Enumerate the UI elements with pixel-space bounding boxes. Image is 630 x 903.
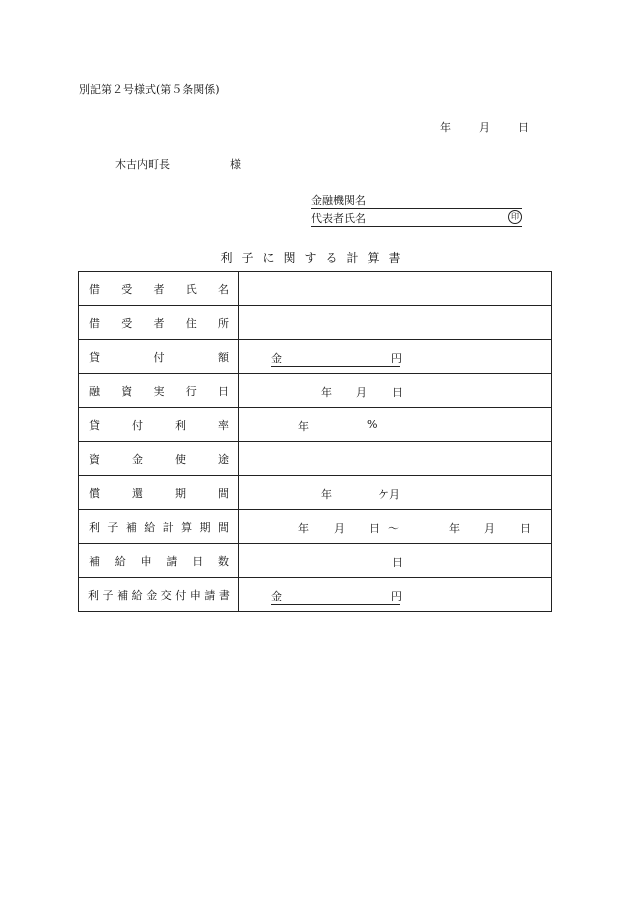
cell-text: 円 xyxy=(391,352,402,365)
cell-text: 者 xyxy=(153,282,165,296)
cell-text: 実 xyxy=(153,384,165,398)
cell-text: 書 xyxy=(218,588,230,602)
cell-text: 日 xyxy=(218,384,229,398)
cell-text: 付 xyxy=(175,588,187,602)
row-label xyxy=(79,374,239,408)
cell-text: 額 xyxy=(218,350,229,364)
cell-text: 金 xyxy=(271,352,282,365)
cell-text: 期 xyxy=(199,520,211,534)
subsidy-amount-cell[interactable] xyxy=(239,578,552,612)
row-label xyxy=(79,442,239,476)
cell-text: 月 xyxy=(484,522,495,535)
cell-text: 途 xyxy=(218,452,229,466)
cell-text: 率 xyxy=(218,418,229,432)
cell-text: ～ xyxy=(388,522,399,535)
cell-text: 年 xyxy=(298,420,309,433)
cell-text: 子 xyxy=(102,588,114,602)
application-days-cell[interactable] xyxy=(239,544,552,578)
cell-text: 償 xyxy=(89,486,100,500)
cell-text: 利 xyxy=(89,520,100,534)
table-row xyxy=(79,306,552,340)
cell-text: 所 xyxy=(218,316,229,330)
cell-text: 借 xyxy=(89,282,100,296)
cell-text: 間 xyxy=(218,486,229,500)
addressee-name: 木古内町長 xyxy=(115,158,170,171)
cell-text: 間 xyxy=(217,520,229,534)
table-row xyxy=(79,408,552,442)
cell-text: 使 xyxy=(175,452,186,466)
cell-text: 付 xyxy=(132,418,143,432)
cell-text: 年 xyxy=(298,522,309,535)
cell-text: 日 xyxy=(520,522,531,535)
date-year-label: 年 xyxy=(440,121,451,134)
interest-calculation-table xyxy=(78,271,552,612)
representative-name-label: 代表者氏名 xyxy=(311,212,366,225)
cell-text: 行 xyxy=(185,384,197,398)
table-row xyxy=(79,510,552,544)
cell-text: 年 xyxy=(321,488,332,501)
subsidy-amount-line xyxy=(271,588,400,605)
table-row xyxy=(79,476,552,510)
cell-text: 円 xyxy=(391,590,402,603)
cell-text: 融 xyxy=(89,384,100,398)
cell-text: 数 xyxy=(217,554,229,568)
cell-text: 還 xyxy=(132,486,143,500)
cell-text: 貸 xyxy=(89,418,100,432)
table-row xyxy=(79,578,552,612)
table-row xyxy=(79,340,552,374)
cell-text: 借 xyxy=(89,316,100,330)
cell-text: 給 xyxy=(114,554,126,568)
cell-text: 月 xyxy=(334,522,345,535)
cell-text: 金 xyxy=(132,452,143,466)
row-label xyxy=(79,306,239,340)
loan-amount-cell[interactable] xyxy=(239,340,552,374)
cell-text: 子 xyxy=(107,520,119,534)
cell-text: 住 xyxy=(185,316,197,330)
cell-text: % xyxy=(367,418,378,431)
cell-text: 受 xyxy=(121,316,133,330)
date-day-label: 日 xyxy=(518,121,529,134)
row-label xyxy=(79,544,239,578)
interest-rate-cell[interactable] xyxy=(239,408,552,442)
fund-use-cell[interactable] xyxy=(239,442,552,476)
execution-date-cell[interactable] xyxy=(239,374,552,408)
cell-text: 算 xyxy=(181,520,193,534)
cell-text: 補 xyxy=(125,520,137,534)
table-row xyxy=(79,442,552,476)
cell-text: 資 xyxy=(121,384,133,398)
cell-text: 者 xyxy=(153,316,165,330)
row-label xyxy=(79,408,239,442)
cell-text: 補 xyxy=(89,554,100,568)
cell-text: 付 xyxy=(153,350,165,364)
seal-mark: 印 xyxy=(508,210,522,224)
row-label xyxy=(79,272,239,306)
cell-text: 受 xyxy=(121,282,133,296)
cell-text: ケ月 xyxy=(378,488,400,501)
bank-name-field[interactable] xyxy=(311,192,522,209)
cell-text: 日 xyxy=(392,556,403,569)
cell-text: 年 xyxy=(321,386,332,399)
cell-text: 金 xyxy=(146,588,158,602)
cell-text: 申 xyxy=(189,588,201,602)
cell-text: 給 xyxy=(144,520,156,534)
form-number-label: 別記第２号様式(第５条関係) xyxy=(79,83,220,96)
cell-text: 名 xyxy=(218,282,229,296)
cell-text: 請 xyxy=(204,588,216,602)
loan-amount-line xyxy=(271,350,400,367)
cell-text: 金 xyxy=(271,590,282,603)
addressee-honorific: 様 xyxy=(230,158,241,171)
cell-text: 申 xyxy=(140,554,152,568)
subsidy-period-cell[interactable] xyxy=(239,510,552,544)
cell-text: 日 xyxy=(192,554,204,568)
cell-text: 貸 xyxy=(89,350,100,364)
cell-text: 期 xyxy=(175,486,186,500)
date-month-label: 月 xyxy=(479,121,490,134)
document-title: 利子に関する計算書 xyxy=(220,251,410,265)
bank-name-label: 金融機関名 xyxy=(311,194,366,207)
date-line xyxy=(440,119,529,135)
cell-text: 利 xyxy=(88,588,99,602)
cell-text: 月 xyxy=(356,386,367,399)
cell-text: 補 xyxy=(117,588,129,602)
cell-text: 資 xyxy=(89,452,100,466)
borrower-address-cell[interactable] xyxy=(239,306,552,340)
cell-text: 氏 xyxy=(185,282,197,296)
representative-name-field[interactable] xyxy=(311,210,522,227)
cell-text: 交 xyxy=(160,588,172,602)
cell-text: 給 xyxy=(131,588,143,602)
cell-text: 計 xyxy=(162,520,174,534)
cell-text: 利 xyxy=(175,418,186,432)
borrower-name-cell[interactable] xyxy=(239,272,552,306)
repayment-period-cell[interactable] xyxy=(239,476,552,510)
row-label xyxy=(79,340,239,374)
cell-text: 日 xyxy=(392,386,403,399)
table-row xyxy=(79,374,552,408)
cell-text: 日 xyxy=(369,522,380,535)
cell-text: 年 xyxy=(449,522,460,535)
row-label xyxy=(79,510,239,544)
table-row xyxy=(79,544,552,578)
row-label xyxy=(79,476,239,510)
row-label xyxy=(79,578,239,612)
cell-text: 請 xyxy=(166,554,178,568)
table-row xyxy=(79,272,552,306)
